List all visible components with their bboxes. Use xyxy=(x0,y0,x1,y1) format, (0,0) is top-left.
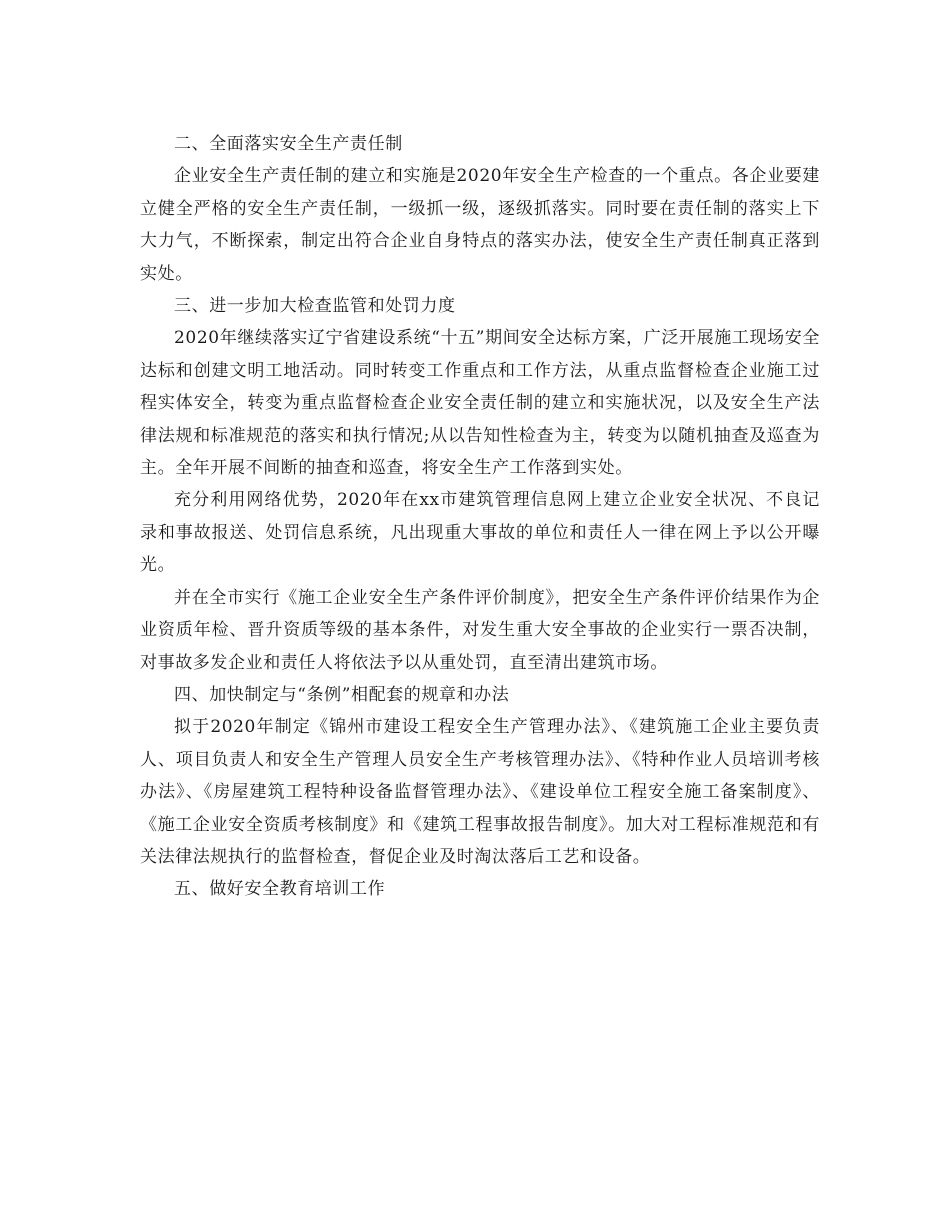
paragraph-network: 充分利用网络优势，2020年在xx市建筑管理信息网上建立企业安全状况、不良记录和事故报送、处罚信息系统，凡出现重大事故的单位和责任人一律在网上予以公开曝光。 xyxy=(140,490,820,576)
section-heading-4: 四、加快制定与“条例”相配套的规章和办法 xyxy=(174,684,510,705)
paragraph-responsibility: 企业安全生产责任制的建立和实施是2020年安全生产检查的一个重点。各企业要建立健全严格的安全生产责任制，一级抓一级，逐级抓落实。同时要在责任制的落实上下大力气，不断探索，制定出符合企业自身特点的落实办法，使安全生产责任制真正落到实处。 xyxy=(140,166,820,284)
paragraph-evaluation: 并在全市实行《施工企业安全生产条件评价制度》，把安全生产条件评价结果作为企业资质年检、晋升资质等级的基本条件，对发生重大安全事故的企业实行一票否决制，对事故多发企业和责任人将依法予以从重处罚，直至清出建筑市场。 xyxy=(140,587,820,673)
paragraph-inspection: 2020年继续落实辽宁省建设系统“十五”期间安全达标方案，广泛开展施工现场安全达标和创建文明工地活动。同时转变工作重点和工作方法，从重点监督检查企业施工过程实体安全，转变为重点监督检查企业安全责任制的建立和实施状况，以及安全生产法律法规和标准规范的落实和执行情况;从以告知性检查为主，转变为以随机抽查及巡查为主。全年开展不间断的抽查和巡查，将安全生产工作落到实处。 xyxy=(140,328,820,479)
section-heading-5: 五、做好安全教育培训工作 xyxy=(174,879,386,900)
section-heading-3: 三、进一步加大检查监管和处罚力度 xyxy=(174,296,456,317)
document-body xyxy=(140,128,820,906)
paragraph-regulations: 拟于2020年制定《锦州市建设工程安全生产管理办法》、《建筑施工企业主要负责人、项目负责人和安全生产管理人员安全生产考核管理办法》、《特种作业人员培训考核办法》、《房屋建筑工程特种设备监督管理办法》、《建设单位工程安全施工备案制度》、《施工企业安全资质考核制度》和《建筑工程事故报告制度》。加大对工程标准规范和有关法律法规执行的监督检查，督促企业及时淘汰落后工艺和设备。 xyxy=(140,717,820,867)
section-heading-2: 二、全面落实安全生产责任制 xyxy=(174,134,403,154)
